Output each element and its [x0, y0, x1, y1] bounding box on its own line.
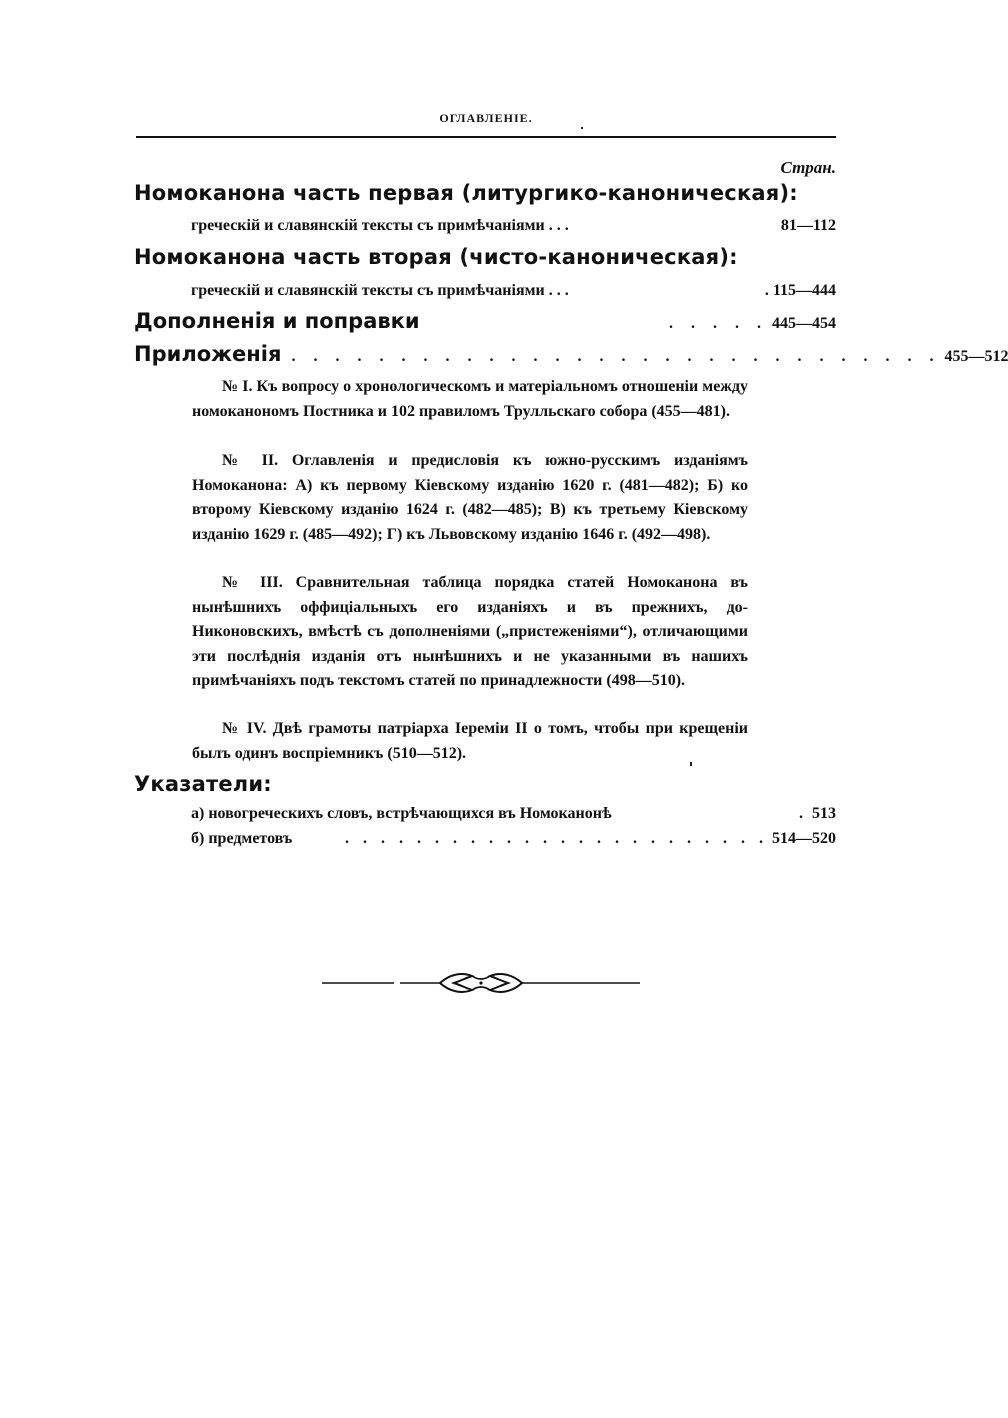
section-title-indexes: Указатели:: [134, 772, 272, 796]
toc-entry-part2: [191, 282, 836, 300]
toc-entry-pages: 81—112: [780, 217, 836, 234]
toc-entry-index-b: [191, 830, 836, 848]
pages-column-label: Стран.: [780, 158, 836, 177]
toc-entry-text: б) предметовъ: [191, 830, 293, 847]
dot-leader: . . . . .: [669, 315, 768, 332]
dot-leader: . . . . . . . . . . . . . . . . . . . . . . . .: [345, 830, 768, 847]
toc-row-appendices: [134, 342, 1008, 366]
toc-entry-text: греческій и славянскій тексты съ примѣчаніями . . .: [191, 282, 569, 299]
dot-leader: .: [799, 805, 808, 822]
toc-entry-index-a: [191, 805, 836, 823]
toc-entry-text: а) новогреческихъ словъ, встрѣчающихся въ Номоканонѣ: [191, 805, 612, 822]
section-title-part2: Номоканона часть вторая (чисто-каноническая):: [134, 245, 738, 269]
print-speck: [581, 127, 583, 129]
toc-entry-pages: . 115—444: [764, 282, 836, 299]
running-head-title: ОГЛАВЛЕНІЕ.: [439, 111, 533, 125]
appendix-item-1: № I. Къ вопросу о хронологическомъ и матеріальномъ отношеніи между номоканономъ Постника и 102 правиломъ Трулльскаго собора (455—481).: [192, 378, 748, 420]
toc-entry-text: греческій и славянскій тексты съ примѣчаніями . . .: [191, 217, 569, 234]
dot-leader: . . . . . . . . . . . . . . . . . . . . . . . . . . . . . .: [291, 348, 941, 365]
ornament-divider: [322, 968, 640, 998]
appendix-item-3: № III. Сравнительная таблица порядка статей Номоканона въ нынѣшнихъ оффиціальныхъ его изданіяхъ и въ прежнихъ, до-Никоновскихъ, вмѣстѣ съ дополненіями („пристеженіями“), отличающими эти послѣднія изданія отъ нынѣшнихъ и не указанными въ нашихъ примѣчаніяхъ подъ текстомъ статей по принадлежности (498—510).: [192, 574, 748, 689]
section-pages-additions: 445—454: [772, 315, 836, 332]
appendix-item-2: № II. Оглавленія и предисловія къ южно-русскимъ изданіямъ Номоканона: А) къ первому Кіевскому изданію 1620 г. (481—482); Б) ко второму Кіевскому изданію 1624 г. (482—485); В) къ третьему Кіевскому изданію 1629 г. (485—492); Г) къ Львовскому изданію 1646 г. (492—498).: [192, 452, 748, 543]
section-pages-appendices: 455—512: [944, 348, 1008, 365]
toc-entry-part1: [191, 217, 836, 235]
toc-entry-pages: 514—520: [772, 830, 836, 847]
print-speck: [690, 762, 692, 766]
section-title-part1: Номоканона часть первая (литургико-каноническая):: [134, 181, 798, 205]
section-title-appendices: Приложенія: [134, 342, 282, 366]
toc-row-additions: [134, 309, 836, 333]
header-rule: [136, 136, 836, 138]
section-title-additions: Дополненія и поправки: [134, 309, 420, 333]
toc-entry-pages: 513: [812, 805, 836, 822]
appendix-item-4: № IV. Двѣ грамоты патріарха Іереміи II о томъ, чтобы при крещеніи былъ одинъ воспріемникъ (510—512).: [192, 720, 748, 762]
